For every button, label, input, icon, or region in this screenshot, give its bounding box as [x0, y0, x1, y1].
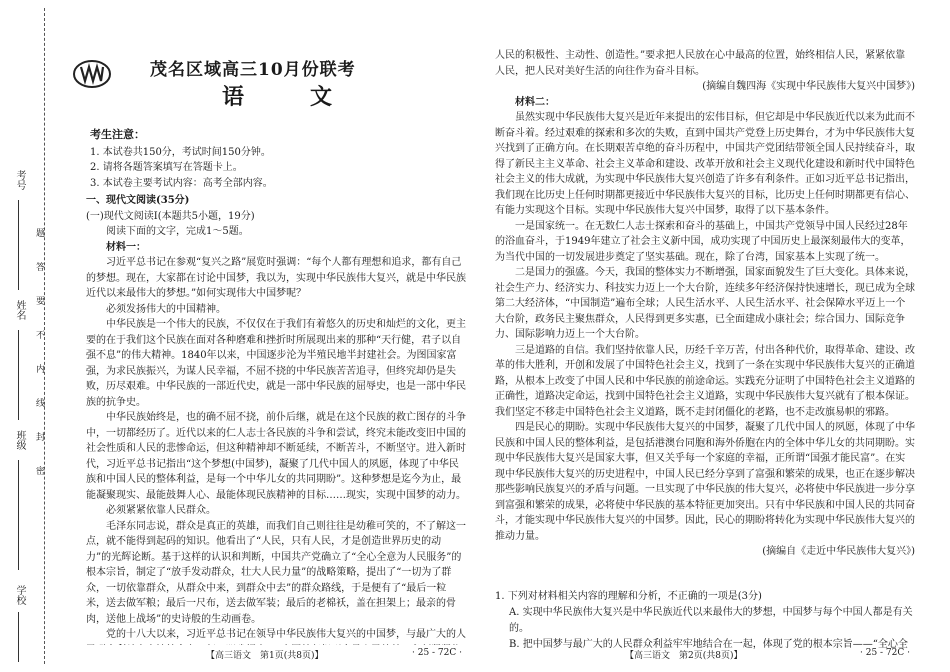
footer-page-label: 【高三语文 第1页(共8页)】	[206, 651, 324, 661]
fill-line-xuexiao	[18, 612, 19, 662]
footer-page-label: 【高三语文 第2页(共8页)】	[625, 651, 743, 661]
question-1	[495, 589, 915, 653]
paragraph: 必须发扬伟大的中国精神。	[106, 303, 226, 315]
seal-char: 封	[34, 432, 44, 441]
seal-char: 线	[34, 398, 44, 407]
paragraph: 党的十八大以来，习近平总书记在领导中华民族伟大复兴的中国梦，与最广大的人	[106, 629, 466, 640]
notes-heading: 考生注意：	[90, 128, 145, 141]
source-citation: (摘编自《走近中华民族伟大复兴》)	[762, 546, 915, 557]
paragraph: 三是道路的自信。我们坚持依靠人民，历经千辛万苦，付出各种代价，取得革命、建设、改革的伟大胜利，开创和发展了中国特色社会主义，找到了一条在实现中华民族伟大复兴的正确道路，从根本上改变了中国人民和中华民族的前途命运。实践充分证明了中国特色社会主义道路的正确性，道路决定命运，找到中国特色社会主义道路，实现中华民族伟大复兴就有了根本保证。我们坚定不移走中国特色社会主义道路，既不走封闭僵化的老路，也不走改旗易帜的邪路。	[495, 344, 915, 418]
footer-code: · 25 - 72C ·	[860, 648, 910, 658]
note-item: 1. 本试卷共150分，考试时间150分钟。	[90, 146, 271, 158]
fill-line-banji	[18, 460, 19, 570]
note-item: 3. 本试卷主要考试内容：高考全部内容。	[90, 177, 273, 189]
subject-title: 语 文	[222, 84, 355, 110]
paragraph: 中华民族始终是，也的确不屈不挠，前仆后继，就是在这个民族的救亡图存的斗争中，一切都经历了。近代以来的仁人志士各民族的斗争和尝试，终究未能改变旧中国的社会性质和人民的悲惨命运，但这种精神却不断延续，不断苦斗，不断坚守。进入新时代，习近平总书记指出“这个梦想(中国梦)，凝聚了几代中国人的夙愿，体现了中华民族和中国人民的整体利益，是每一个中华儿女的共同期盼”。这种梦想是迄今为止，最能凝聚现实、最能鼓舞人心、最能体现民族精神的目标……现实，实现中国梦的动力。	[86, 412, 466, 501]
left-column	[86, 193, 466, 645]
binding-margin	[0, 0, 58, 672]
exam-logo-icon	[72, 58, 112, 90]
paragraph: 虽然实现中华民族伟大复兴是近年来提出的宏伟目标，但它却是中华民族近代以来为此而不断奋斗着。经过艰难的探索和多次的失败，直到中国共产党登上历史舞台，才为中华民族伟大复兴找到了正确方向。在长期艰苦卓绝的奋斗历程中，中国共产党团结带领全国人民持续奋斗，取得了新民主主义革命、社会主义革命和建设、改革开放和社会主义现代化建设和新时代中国特色社会主义的伟大成就，为实现中华民族伟大复兴创造了许多有利条件。正如习近平总书记指出，我们现在比历史上任何时期都更接近中华民族伟大复兴的目标，比历史上任何时期都更有信心、有能力实现这个目标。实现中华民族伟大复兴中国梦，取得了以下基本条件。	[495, 112, 915, 216]
footer-code: · 25 - 72C ·	[412, 648, 462, 658]
label-xingming: 姓名	[14, 300, 25, 320]
seal-char: 题	[34, 228, 44, 237]
option-a: A. 实现中华民族伟大复兴是中华民族近代以来最伟大的梦想，中国梦与每个中国人都是有关的。	[509, 607, 913, 634]
paragraph: 毛泽东同志说，群众是真正的英雄，而我们自己则往往是幼稚可笑的，不了解这一点，就不能得到起码的知识。他看出了“人民，只有人民，才是创造世界历史的动力”的光辉论断。基于这样的认识和判断，中国共产党确立了“全心全意为人民服务”的根本宗旨，制定了“放手发动群众，壮大人民力量”的战略策略，提出了“一切为了群众，一切依靠群众，从群众中来，到群众中去”的群众路线，于是便有了“最后一粒米，送去做军粮；最后一尺布，送去做军装；最后的老棉袄，盖在担架上；最亲的骨肉，送他上战场”的史诗般的生动画卷。	[86, 520, 466, 625]
label-xuexiao: 学校	[14, 585, 25, 605]
fill-line-kaohao	[18, 200, 19, 290]
paragraph: 中华民族是一个伟大的民族，不仅仅在于我们有着悠久的历史和灿烂的文化，更主要的在于我们这个民族在面对各种磨难和挫折时所展现出来的那种“天行健，君子以自强不息”的伟大精神。1840年以来，中国逐步沦为半殖民地半封建社会。为图国家富强，为求民族振兴，为谋人民幸福，不屈不挠的中华民族苦苦追寻，但终究却仍是失败，历尽艰难。中华民族的一部近代史，就是一部中华民族的屈辱史，也是一部中华民族的抗争史。	[86, 319, 466, 408]
paragraph: 一是国家统一。在无数仁人志士探索和奋斗的基础上，中国共产党领导中国人民经过28年的浴血奋斗，于1949年建立了社会主义新中国，成功实现了中国历史上最深刻最伟大的变革，为当代中国的一切发展进步奠定了坚实基础。现在，除了台湾，国家基本上实现了统一。	[495, 220, 911, 263]
section-heading: 一、现代文阅读(35分)	[86, 195, 190, 206]
notes-block	[90, 127, 470, 191]
paragraph: 必须紧紧依靠人民群众。	[106, 505, 216, 516]
instruction: 阅读下面的文字，完成1～5题。	[106, 226, 249, 237]
material-1-label: 材料一：	[106, 241, 146, 253]
paragraph: 习近平总书记在参观“复兴之路”展览时强调：“每个人都有理想和追求，都有自己的梦想。现在，大家都在讨论中国梦，我以为，实现中华民族伟大复兴，就是中华民族近代以来最伟大的梦想。”如何实现伟大中国梦呢？	[86, 257, 466, 299]
seal-char: 不	[34, 330, 44, 339]
question-stem: 1. 下列对材料相关内容的理解和分析，不正确的一项是(3分)	[495, 591, 762, 602]
source-citation: (摘编自魏四海《实现中华民族伟大复兴中国梦》)	[702, 81, 915, 92]
right-column	[495, 48, 915, 586]
seal-char: 内	[34, 364, 44, 373]
exam-title: 茂名区域高三10月份联考	[150, 60, 356, 80]
fill-line-xingming	[18, 330, 19, 420]
label-banji: 班级	[14, 430, 25, 450]
option-b: B. 把中国梦与最广大的人民群众利益牢牢地结合在一起，体现了党的根本宗旨——“全心全	[509, 639, 908, 650]
paragraph: 四是民心的期盼。实现中华民族伟大复兴的中国梦，凝聚了几代中国人的夙愿，体现了中华民族和中国人民的整体利益，是包括港澳台同胞和海外侨胞在内的全体中华儿女的共同期盼。实现中华民族伟大复兴是国家大事，但又关乎每一个家庭的幸福，正所谓“国强才能民富”。在实现中华民族伟大复兴的历史进程中，中国人民已经分享到了富强和繁荣的成果，也正在逐步解决那些影响民族复兴的矛盾与问题。一旦实现了中华民族的伟大复兴，必将使中华民族进一步分享到富强和繁荣的成果，必将使中华民族的基本特征更加突出。只有中华民族和中国人民的共同奋斗，才能实现中华民族伟大复兴的中国梦。因此，民心的期盼将转化为实现中华民族伟大复兴的推动力量。	[495, 422, 915, 542]
paragraph: 人民的积极性、主动性、创造性。”要求把人民放在心中最高的位置，始终相信人民，紧紧依靠人民，把人民对美好生活的向往作为奋斗目标。	[495, 50, 906, 77]
subsection-heading: (一)现代文阅读Ⅰ(本题共5小题，19分)	[86, 210, 255, 222]
seal-char: 密	[34, 466, 44, 475]
seal-char: 答	[34, 262, 44, 271]
material-2-label: 材料二：	[515, 96, 555, 108]
label-kaohao: 考号	[14, 170, 25, 190]
paragraph: 二是国力的强盛。今天，我国的整体实力不断增强，国家面貌发生了巨大变化。具体来说，社会生产力、经济实力、科技实力迈上一个大台阶，连续多年经济保持快速增长，现已成为全球第二大经济体，“中国制造”遍布全球；人民生活水平、人民生活水平、社会保障水平迈上一个大台阶，政务民主聚焦群众，人民得到更多实惠，已全面建成小康社会；综合国力、国际竞争力、国际影响力迈上一个大台阶。	[495, 267, 915, 340]
note-item: 2. 请将各题答案填写在答题卡上。	[90, 162, 243, 173]
seal-char: 要	[34, 296, 44, 305]
